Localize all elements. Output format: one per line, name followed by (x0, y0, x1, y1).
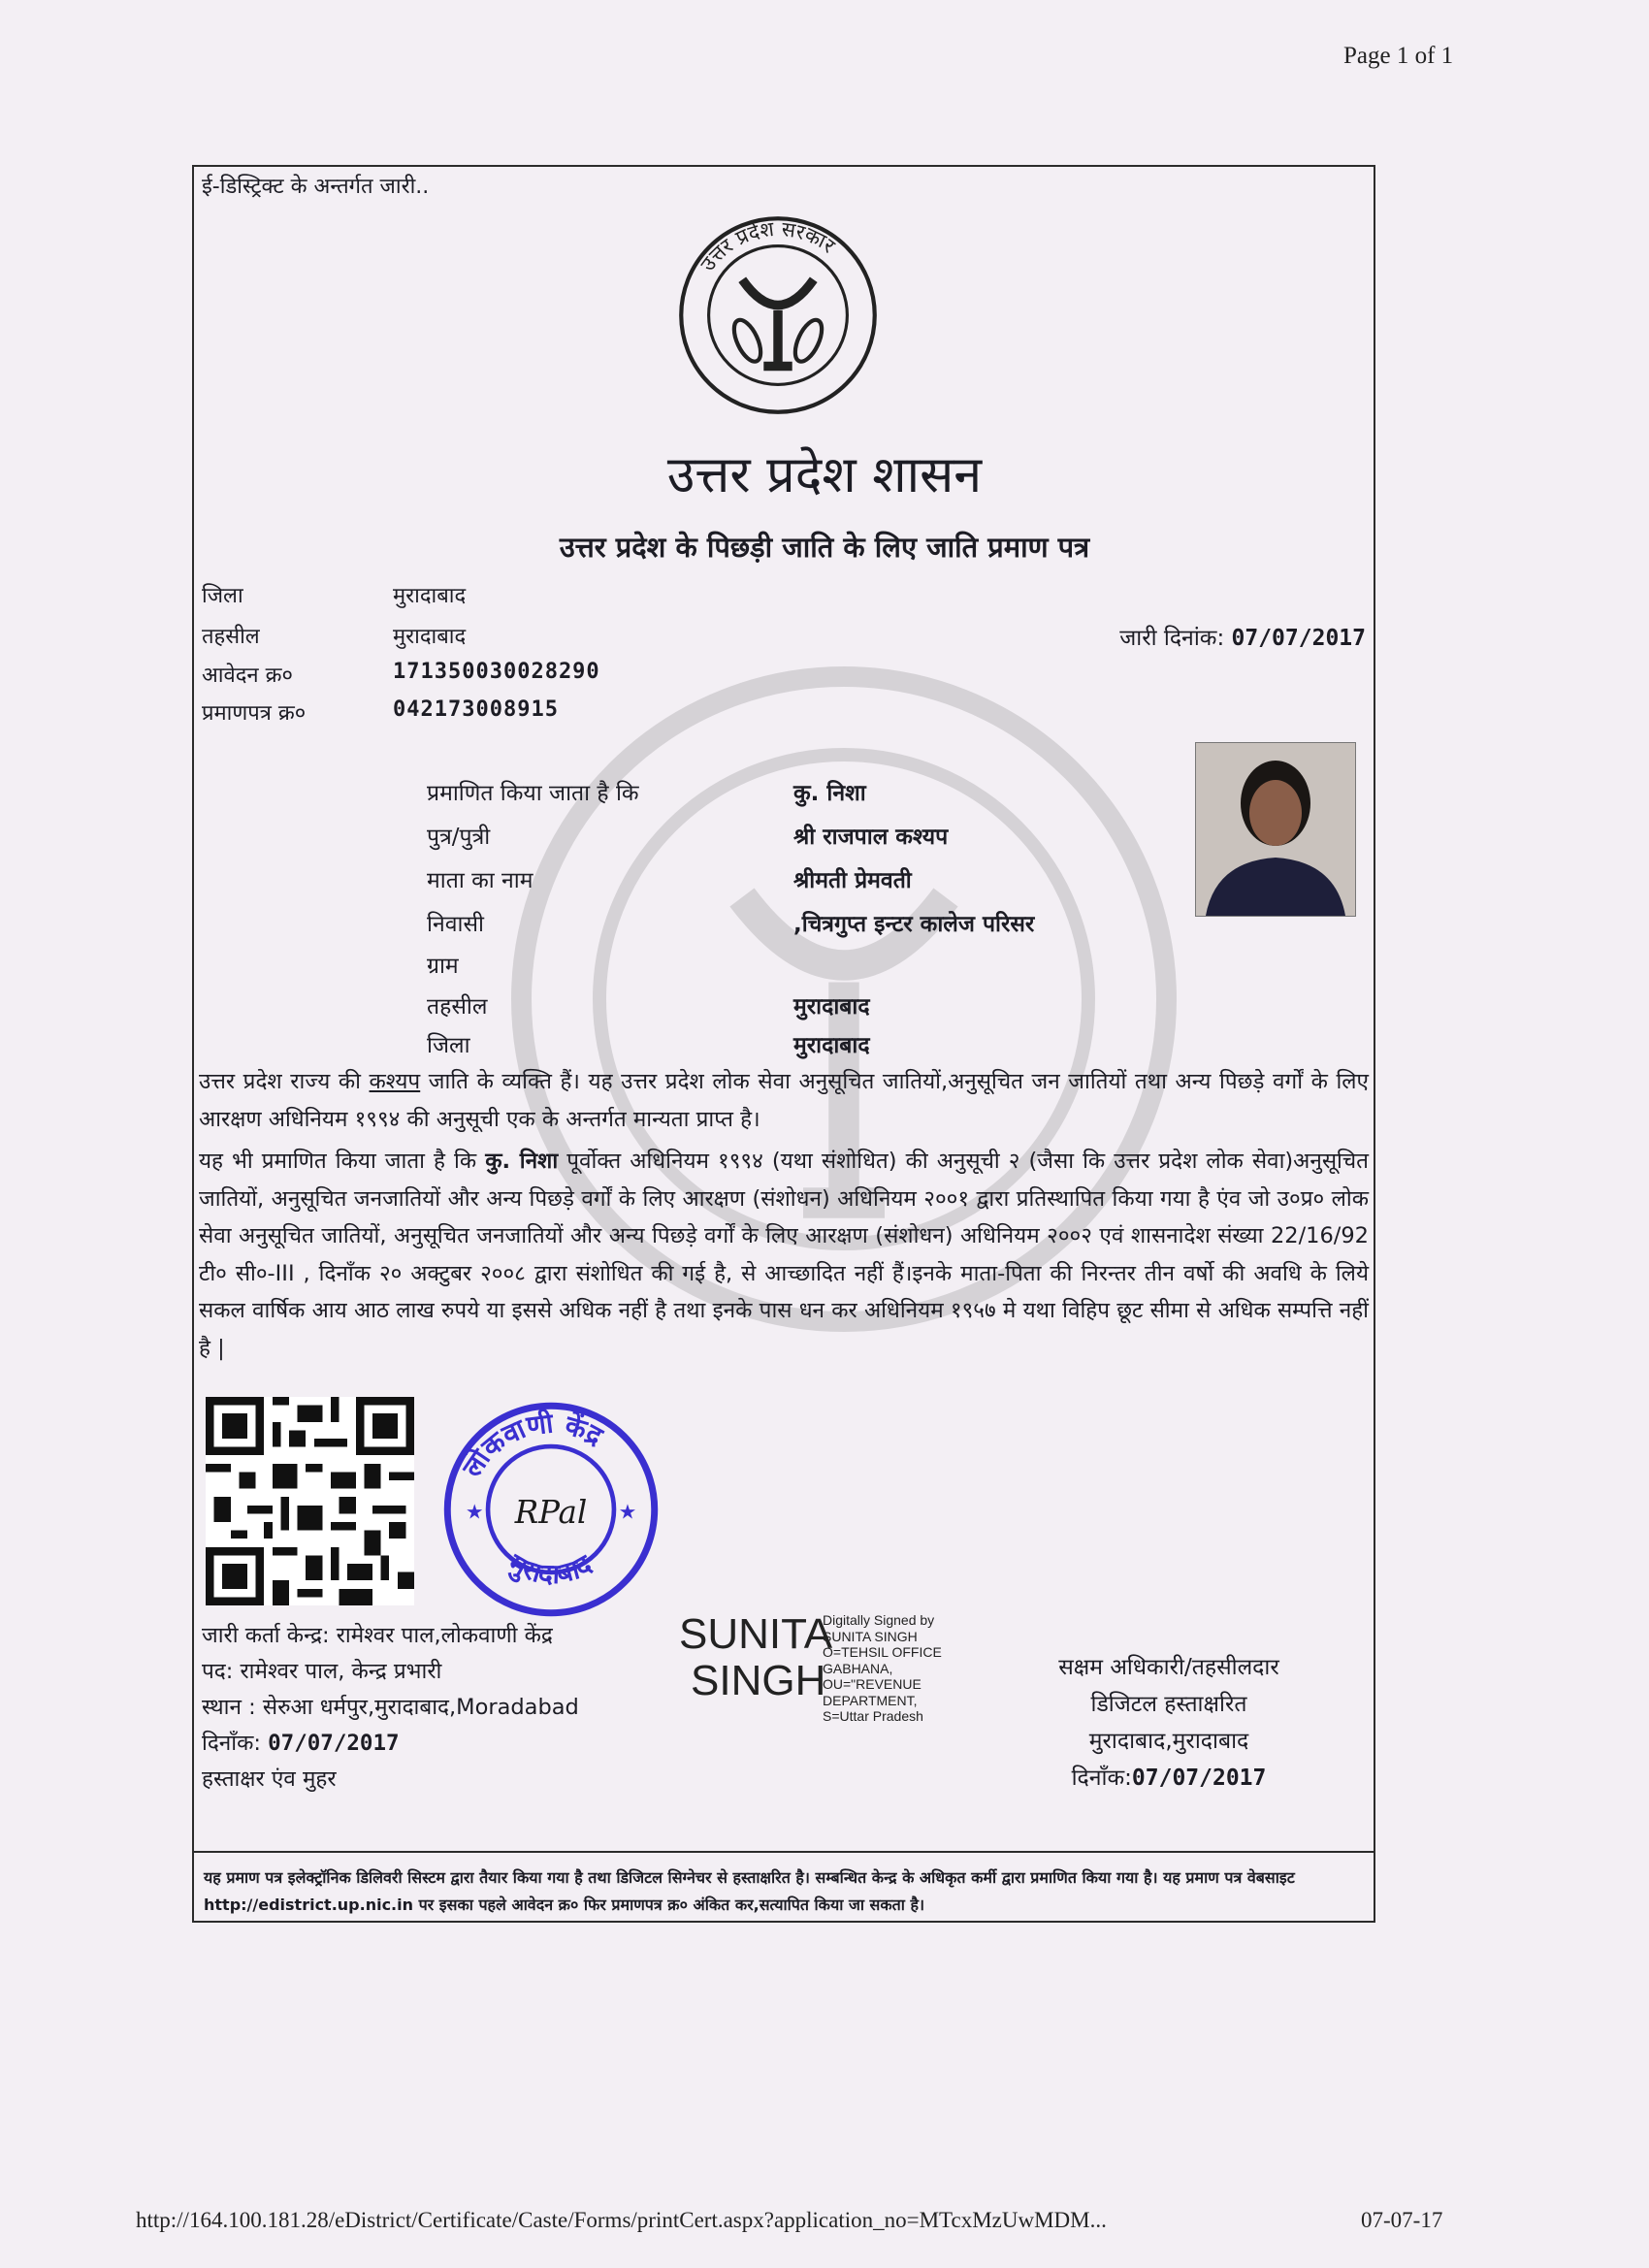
eligibility-statement (199, 1143, 1369, 1367)
field-value-mother: श्रीमती प्रेमवती (793, 868, 912, 893)
issuing-center-signatory (202, 1618, 579, 1798)
lokvani-kendra-stamp-icon (438, 1397, 663, 1622)
para2-pre: यह भी प्रमाणित किया जाता है कि (199, 1149, 486, 1174)
dsig-details (823, 1612, 942, 1725)
footer-divider (194, 1851, 1374, 1853)
para2-post: पूर्वोक्त अधिनियम १९९४ (यथा संशोधित) की अनुसूची २ (जैसा कि उत्तर प्रदेश लोक सेवा)अनुसूचित जातियों, अनुसूचित जनजातियों और अन्य पिछड़े वर्गों के लिए आरक्षण (संशोधन) अधिनियम २००१ द्वारा प्रतिस्थापित किया गया है एंव जो उ०प्र० लोक सेवा अनुसूचित जातियों, अनुसूचित जनजातियों और अन्य पिछड़े वर्गों के लिए आरक्षण (संशोधन) अधिनियम २००२ एवं शासनादेश संख्या 22/16/92 टी० सी०-III , दिनाँक २० अक्टुबर २००८ द्वारा संशोधित की गई है, से आच्छादित नहीं हैं।इनके माता-पिता की निरन्तर तीन वर्षो की अवधि के लिये सकल वार्षिक आय आठ लाख रुपये या इससे अधिक नहीं है तथा इनके पास धन कर अधिनियम १९५७ मे यथा विहिप छूट सीमा से अधिक सम्पत्ति नहीं है | (199, 1149, 1369, 1361)
qr-code-icon (206, 1397, 414, 1605)
para1-pre: उत्तर प्रदेश राज्य की (199, 1069, 370, 1094)
caste-statement (199, 1063, 1369, 1138)
issuer-post: पद: रामेश्वर पाल, केन्द्र प्रभारी (202, 1659, 442, 1684)
issuing-center: जारी कर्ता केन्द्र: रामेश्वर पाल,लोकवाणी केंद्र (202, 1623, 553, 1648)
field-value-father: श्री राजपाल कश्यप (793, 825, 949, 850)
field-label: पुत्र/पुत्री (427, 825, 491, 850)
page-number: Page 1 of 1 (1343, 43, 1454, 69)
svg-text:★: ★ (465, 1500, 484, 1524)
dsig-detail: SUNITA SINGH (823, 1628, 918, 1644)
dsig-detail: OU="REVENUE (823, 1676, 922, 1692)
stamp-bottom-text: मुरादाबाद (502, 1546, 598, 1591)
certificate-number-label: प्रमाणपत्र क्र० (202, 701, 307, 726)
dsig-detail: S=Uttar Pradesh (823, 1708, 923, 1724)
tehsil-value: मुरादाबाद (393, 625, 467, 649)
government-title: उत्तर प्रदेश शासन (666, 446, 983, 504)
dsig-detail: Digitally Signed by (823, 1612, 935, 1628)
field-value-district: मुरादाबाद (793, 1033, 870, 1058)
para1-post: जाति के व्यक्ति हैं। यह उत्तर प्रदेश लोक सेवा अनुसूचित जातियों,अनुसूचित जन जातियों तथा अन्य पिछड़े वर्गों के लिए आरक्षण अधिनियम १९९४ की अनुसूची एक के अन्तर्गत मान्यता प्राप्त है। (199, 1069, 1369, 1132)
authority-signed: डिजिटल हस्ताक्षरित (1090, 1692, 1247, 1717)
field-value-name: कु. निशा (793, 781, 866, 806)
application-label: आवेदन क्र० (202, 664, 293, 688)
issue-date-label: जारी दिनांक: (1119, 626, 1225, 651)
district-label: जिला (202, 584, 243, 608)
certificate-number: 042173008915 (393, 697, 559, 722)
field-value-tehsil: मुरादाबाद (793, 994, 870, 1020)
issued-under-label: ई-डिस्ट्रिक्ट के अन्तर्गत जारी.. (202, 175, 430, 199)
field-label: प्रमाणित किया जाता है कि (427, 781, 639, 806)
caste-name: कश्यप (369, 1069, 421, 1094)
authority-date-label: दिनाँक: (1071, 1766, 1132, 1791)
certificate-title: उत्तर प्रदेश के पिछड़ी जाति के लिए जाति प्रमाण पत्र (559, 531, 1090, 564)
field-label: जिला (427, 1033, 470, 1058)
issuer-place: स्थान : सेरुआ धर्मपुर,मुरादाबाद,Moradabad (202, 1695, 579, 1720)
stamp-signature: RPal (514, 1493, 588, 1531)
verification-note: यह प्रमाण पत्र इलेक्ट्रॉनिक डिलिवरी सिस्टम द्वारा तैयार किया गया है तथा डिजिटल सिग्नेचर से हस्ताक्षरित है। सम्बन्धित केन्द्र के अधिकृत कर्मी द्वारा प्रमाणित किया गया है। यह प्रमाण पत्र वेबसाइट http://edistrict.up.nic.in पर इसका पहले आवेदन क्र० फिर प्रमाणपत्र क्र० अंकित कर,सत्यापित किया जा सकता है। (204, 1868, 1295, 1914)
applicant-photo (1195, 742, 1356, 917)
dsig-detail: O=TEHSIL OFFICE (823, 1644, 942, 1660)
authority-date-value: 07/07/2017 (1131, 1766, 1267, 1791)
print-date: 07-07-17 (1361, 2208, 1443, 2232)
svg-text:लोकवाणी केंद्र (455, 1407, 608, 1483)
dsig-detail: GABHANA, (823, 1660, 893, 1676)
para2-name: कु. निशा (485, 1149, 559, 1174)
field-value-resident: ,चित्रगुप्त इन्टर कालेज परिसर (793, 912, 1035, 937)
issuer-date (202, 1726, 579, 1762)
dsig-name-line2: SINGH (691, 1657, 826, 1704)
svg-text:★: ★ (618, 1500, 637, 1524)
print-url: http://164.100.181.28/eDistrict/Certificate/Caste/Forms/printCert.aspx?application_no=MTcxMzUwMDM... (136, 2208, 1107, 2232)
district-value: मुरादाबाद (393, 584, 467, 608)
field-label: ग्राम (427, 954, 459, 979)
svg-text:मुरादाबाद (501, 1546, 598, 1590)
dsig-name-line1: SUNITA (679, 1610, 833, 1658)
competent-authority-signatory (980, 1649, 1358, 1797)
up-government-emblem-icon (676, 213, 880, 417)
issue-date (1119, 621, 1366, 652)
authority-title: सक्षम अधिकारी/तहसीलदार (1058, 1655, 1279, 1680)
tehsil-label: तहसील (202, 625, 260, 649)
issue-date-value: 07/07/2017 (1231, 626, 1366, 651)
emblem-text: उत्तर प्रदेश सरकार (695, 216, 840, 275)
digital-signature-block (679, 1610, 989, 1746)
sign-seal-label: हस्ताक्षर एंव मुहर (202, 1766, 337, 1792)
application-number: 171350030028290 (393, 660, 600, 684)
issuer-date-label: दिनाँक: (202, 1731, 261, 1756)
issuer-date-value: 07/07/2017 (268, 1731, 400, 1756)
field-label: तहसील (427, 994, 488, 1020)
authority-date (980, 1760, 1358, 1797)
field-label: निवासी (427, 912, 484, 937)
stamp-top-text: लोकवाणी केंद्र (456, 1407, 608, 1483)
authority-place: मुरादाबाद,मुरादाबाद (1088, 1729, 1249, 1754)
dsig-detail: DEPARTMENT, (823, 1692, 918, 1708)
field-label: माता का नाम (427, 868, 534, 893)
